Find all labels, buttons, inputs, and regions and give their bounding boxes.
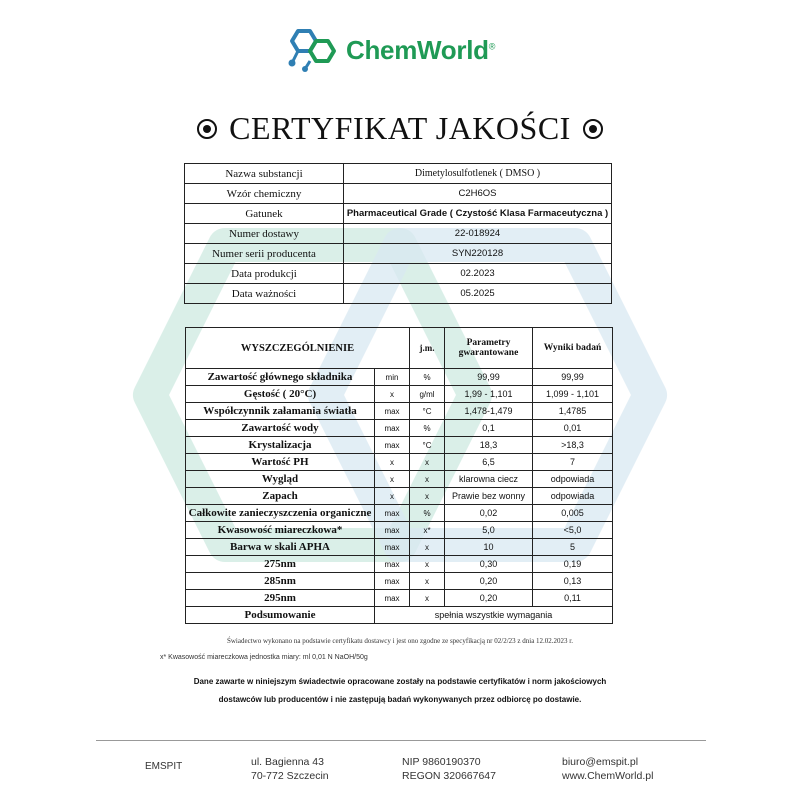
bullet-icon (583, 119, 603, 139)
brand-name: ChemWorld® (346, 34, 496, 65)
spec-unit: x (410, 454, 445, 471)
chemworld-logo (284, 26, 495, 74)
table-row (186, 573, 613, 590)
footer-email-link[interactable]: biuro@emspit.pl (562, 756, 639, 768)
table-row (186, 556, 613, 573)
table-row (185, 284, 612, 304)
spec-modifier: min (375, 369, 410, 386)
footer-street: ul. Bagienna 43 (251, 756, 324, 768)
spec-modifier: x (375, 454, 410, 471)
info-value: Pharmaceutical Grade ( Czystość Klasa Farmaceutyczna ) (344, 204, 612, 224)
specification-table (185, 327, 613, 624)
info-value: C2H6OS (344, 184, 612, 204)
spec-result: odpowiada (533, 488, 613, 505)
spec-result: 7 (533, 454, 613, 471)
footer-website-link[interactable]: www.ChemWorld.pl (562, 770, 654, 782)
info-label: Numer dostawy (185, 224, 344, 244)
spec-modifier: max (375, 437, 410, 454)
info-value: SYN220128 (344, 244, 612, 264)
info-label: Nazwa substancji (185, 164, 344, 184)
spec-guaranteed: 0,02 (445, 505, 533, 522)
spec-result: 1,4785 (533, 403, 613, 420)
bullet-icon (197, 119, 217, 139)
spec-guaranteed: 6,5 (445, 454, 533, 471)
info-label: Numer serii producenta (185, 244, 344, 264)
spec-name: Gęstość ( 20°C) (186, 386, 375, 403)
spec-guaranteed: 0,1 (445, 420, 533, 437)
spec-modifier: max (375, 573, 410, 590)
spec-guaranteed: klarowna ciecz (445, 471, 533, 488)
table-row (185, 184, 612, 204)
table-row (185, 204, 612, 224)
spec-result: 0,13 (533, 573, 613, 590)
summary-label: Podsumowanie (186, 607, 375, 624)
spec-unit: °C (410, 437, 445, 454)
summary-value: spełnia wszystkie wymagania (375, 607, 613, 624)
page-title: CERTYFIKAT JAKOŚCI (0, 110, 800, 147)
table-row (186, 590, 613, 607)
table-row (186, 454, 613, 471)
spec-table-body (186, 369, 613, 624)
table-header-row (186, 328, 613, 369)
info-value: Dimetylosulfotlenek ( DMSO ) (344, 164, 612, 184)
spec-name: 295nm (186, 590, 375, 607)
acidity-note: x* Kwasowość miareczkowa jednostka miary: ml 0,01 N NaOH/50g (160, 654, 368, 661)
spec-name: Wygląd (186, 471, 375, 488)
spec-guaranteed: 0,30 (445, 556, 533, 573)
spec-modifier: max (375, 505, 410, 522)
info-label: Gatunek (185, 204, 344, 224)
footer-nip: NIP 9860190370 (402, 756, 481, 768)
table-row (186, 420, 613, 437)
spec-guaranteed: Prawie bez wonny (445, 488, 533, 505)
table-row (186, 369, 613, 386)
column-header-unit: j.m. (410, 328, 445, 369)
spec-result: odpowiada (533, 471, 613, 488)
spec-guaranteed: 5,0 (445, 522, 533, 539)
footer-regon: REGON 320667647 (402, 770, 496, 782)
spec-unit: x (410, 471, 445, 488)
table-row (186, 437, 613, 454)
table-row (186, 471, 613, 488)
column-header-guaranteed: Parametry gwarantowane (445, 328, 533, 369)
spec-unit: x (410, 573, 445, 590)
spec-result: 0,11 (533, 590, 613, 607)
spec-unit: % (410, 505, 445, 522)
spec-modifier: max (375, 590, 410, 607)
spec-result: <5,0 (533, 522, 613, 539)
spec-modifier: max (375, 522, 410, 539)
spec-name: Wartość PH (186, 454, 375, 471)
info-label: Data ważności (185, 284, 344, 304)
spec-name: Krystalizacja (186, 437, 375, 454)
spec-unit: g/ml (410, 386, 445, 403)
spec-name: Barwa w skali APHA (186, 539, 375, 556)
spec-modifier: max (375, 539, 410, 556)
spec-unit: x (410, 590, 445, 607)
spec-modifier: max (375, 420, 410, 437)
spec-name: Zapach (186, 488, 375, 505)
certificate-note: Świadectwo wykonano na podstawie certyfikatu dostawcy i jest ono zgodne ze specyfikacją nr 02/2/23 z dnia 12.02.2023 r. (226, 637, 574, 645)
spec-name: Współczynnik załamania światła (186, 403, 375, 420)
spec-guaranteed: 0,20 (445, 590, 533, 607)
table-row (185, 244, 612, 264)
spec-result: 1,099 - 1,101 (533, 386, 613, 403)
spec-modifier: x (375, 488, 410, 505)
table-row (186, 403, 613, 420)
info-label: Data produkcji (185, 264, 344, 284)
table-row (186, 488, 613, 505)
spec-result: 0,19 (533, 556, 613, 573)
info-value: 22-018924 (344, 224, 612, 244)
spec-result: 0,01 (533, 420, 613, 437)
table-row (186, 386, 613, 403)
molecule-icon (284, 27, 340, 73)
spec-result: 99,99 (533, 369, 613, 386)
info-label: Wzór chemiczny (185, 184, 344, 204)
footer-address (251, 755, 329, 783)
spec-name: Zawartość głównego składnika (186, 369, 375, 386)
footer-registration (402, 755, 496, 783)
spec-guaranteed: 1,478-1,479 (445, 403, 533, 420)
footer-contact (562, 755, 653, 783)
spec-name: Kwasowość miareczkowa* (186, 522, 375, 539)
footer-city: 70-772 Szczecin (251, 770, 329, 782)
info-value: 05.2025 (344, 284, 612, 304)
table-row (185, 224, 612, 244)
spec-guaranteed: 18,3 (445, 437, 533, 454)
spec-modifier: max (375, 403, 410, 420)
spec-unit: x (410, 539, 445, 556)
spec-name: 275nm (186, 556, 375, 573)
spec-unit: x (410, 556, 445, 573)
spec-guaranteed: 10 (445, 539, 533, 556)
footer-divider (96, 740, 706, 741)
table-row (185, 164, 612, 184)
table-row (185, 264, 612, 284)
table-row (186, 505, 613, 522)
spec-modifier: x (375, 471, 410, 488)
info-value: 02.2023 (344, 264, 612, 284)
spec-name: Zawartość wody (186, 420, 375, 437)
disclaimer-text: Dane zawarte w niniejszym świadectwie opracowane zostały na podstawie certyfikatów i norm jakościowych dostawców lub producentów i nie zastępują badań wykonywanych przez odbiorcę po dostawie. (193, 677, 607, 704)
spec-name: Całkowite zanieczyszczenia organiczne (186, 505, 375, 522)
substance-info-table (184, 163, 612, 304)
spec-guaranteed: 99,99 (445, 369, 533, 386)
spec-result: 5 (533, 539, 613, 556)
column-header-item: WYSZCZEGÓLNIENIE (186, 328, 410, 369)
table-row (186, 539, 613, 556)
column-header-results: Wyniki badań (533, 328, 613, 369)
spec-result: 0,005 (533, 505, 613, 522)
spec-result: >18,3 (533, 437, 613, 454)
table-row (186, 522, 613, 539)
spec-unit: x* (410, 522, 445, 539)
spec-guaranteed: 0,20 (445, 573, 533, 590)
spec-unit: % (410, 369, 445, 386)
spec-unit: x (410, 488, 445, 505)
spec-modifier: x (375, 386, 410, 403)
summary-row (186, 607, 613, 624)
spec-guaranteed: 1,99 - 1,101 (445, 386, 533, 403)
spec-modifier: max (375, 556, 410, 573)
footer-company: EMSPIT (145, 761, 183, 772)
spec-unit: % (410, 420, 445, 437)
spec-unit: °C (410, 403, 445, 420)
spec-name: 285nm (186, 573, 375, 590)
